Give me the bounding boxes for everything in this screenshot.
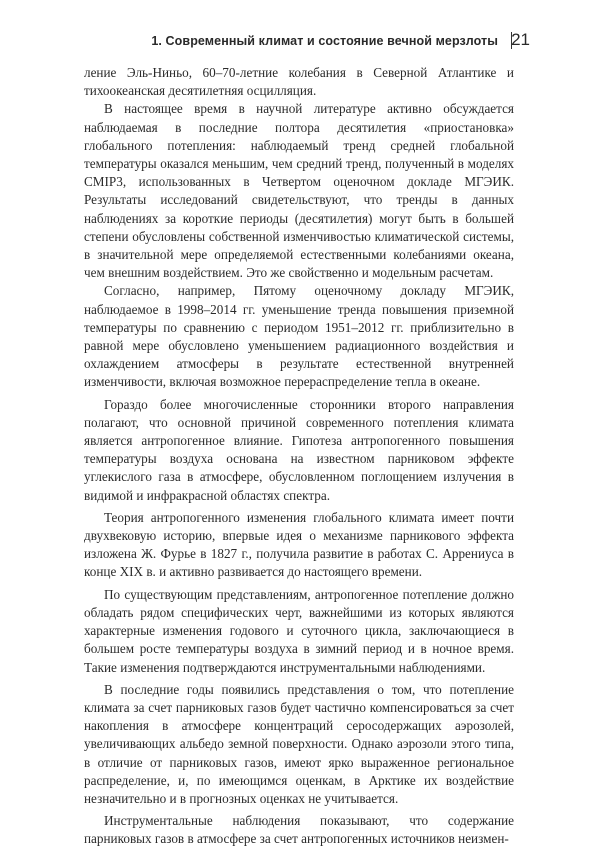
paragraph-specific-features: По существующим представлениям, антропогенное потепление должно обладать рядом специфических черт, важнейшими из которых являются характерные изменения годового и суточного цикла, заключающиеся в большем росте температуры воздуха в зимний период и в ночное время. Такие изменения подтверждаются инструментальными наблюдениями. <box>84 586 514 675</box>
paragraph-anthropogenic-influence: Гораздо более многочисленные сторонники второго направления полагают, что основной причиной современного потепления климата является антропогенное влияние. Гипотеза антропогенного повышения температуры воздуха основана на известном парниковом эффекте углекислого газа в атмосфере, обусловленном поглощением излучения в видимой и инфракрасной областях спектра. <box>84 396 514 503</box>
paragraph-ipcc-report: Согласно, например, Пятому оценочному докладу МГЭИК, наблюдаемое в 1998–2014 гг. уменьшение тренда повышения приземной температуры по сравнению с периодом 1951–2012 гг. приблизительно в равной мере обусловлено уменьшением радиационного воздействия и охлаждением атмосферы в результате естественной внутренней изменчивости, включая возможное перераспределение тепла в океане. <box>84 283 514 390</box>
paragraph-pause-discussion: В настоящее время в научной литературе активно обсуждается наблюдаемая в последние полтора десятилетия «приостановка» глобального потепления: наблюдаемый тренд средней глобальной температуры оказался меньшим, чем средний тренд, полученный в моделях СMIP3, использованных в Четвертом оценочном докладе МГЭИК. Результаты исследований свидетельствуют, что тренды в данных наблюдениях за короткие периоды (десятилетия) могут быть в большей степени обусловлены собственной изменчивостью климатической системы, в значительной мере определяемой естественными колебаниями океана, чем внешним воздействием. Это же свойственно и модельным расчетам. <box>84 101 514 281</box>
chapter-title: 1. Современный климат и состояние вечной мерзлоты <box>151 34 498 48</box>
paragraph-continuation: ление Эль-Ниньо, 60–70-летние колебания в Северной Атлантике и тихоокеанская десятилетняя осцилляция. <box>84 65 514 99</box>
paragraph-instrumental-observations: Инструментальные наблюдения показывают, что содержание парниковых газов в атмосфере за счет антропогенных источников неизмен- <box>84 813 514 847</box>
page-number: 21 <box>511 30 530 49</box>
body-text <box>84 64 514 849</box>
running-header <box>0 30 600 64</box>
paragraph-theory-history: Теория антропогенного изменения глобального климата имеет почти двухвековую историю, впервые идея о механизме парникового эффекта изложена Ж. Фурье в 1827 г., получила развитие в работах С. Аррениуса в конце XIX в. и активно развивается до настоящего времени. <box>84 509 514 580</box>
paragraph-aerosols: В последние годы появились представления о том, что потепление климата за счет парниковых газов будет частично компенсироваться за счет накопления в атмосфере концентраций серосодержащих аэрозолей, увеличивающих альбедо земной поверхности. Однако аэрозоли этого типа, в отличие от парниковых газов, имеют ярко выраженное региональное распределение, и, по имеющимся оценкам, в Арктике их воздействие незначительно и в прогнозных оценках не учитывается. <box>84 681 514 806</box>
